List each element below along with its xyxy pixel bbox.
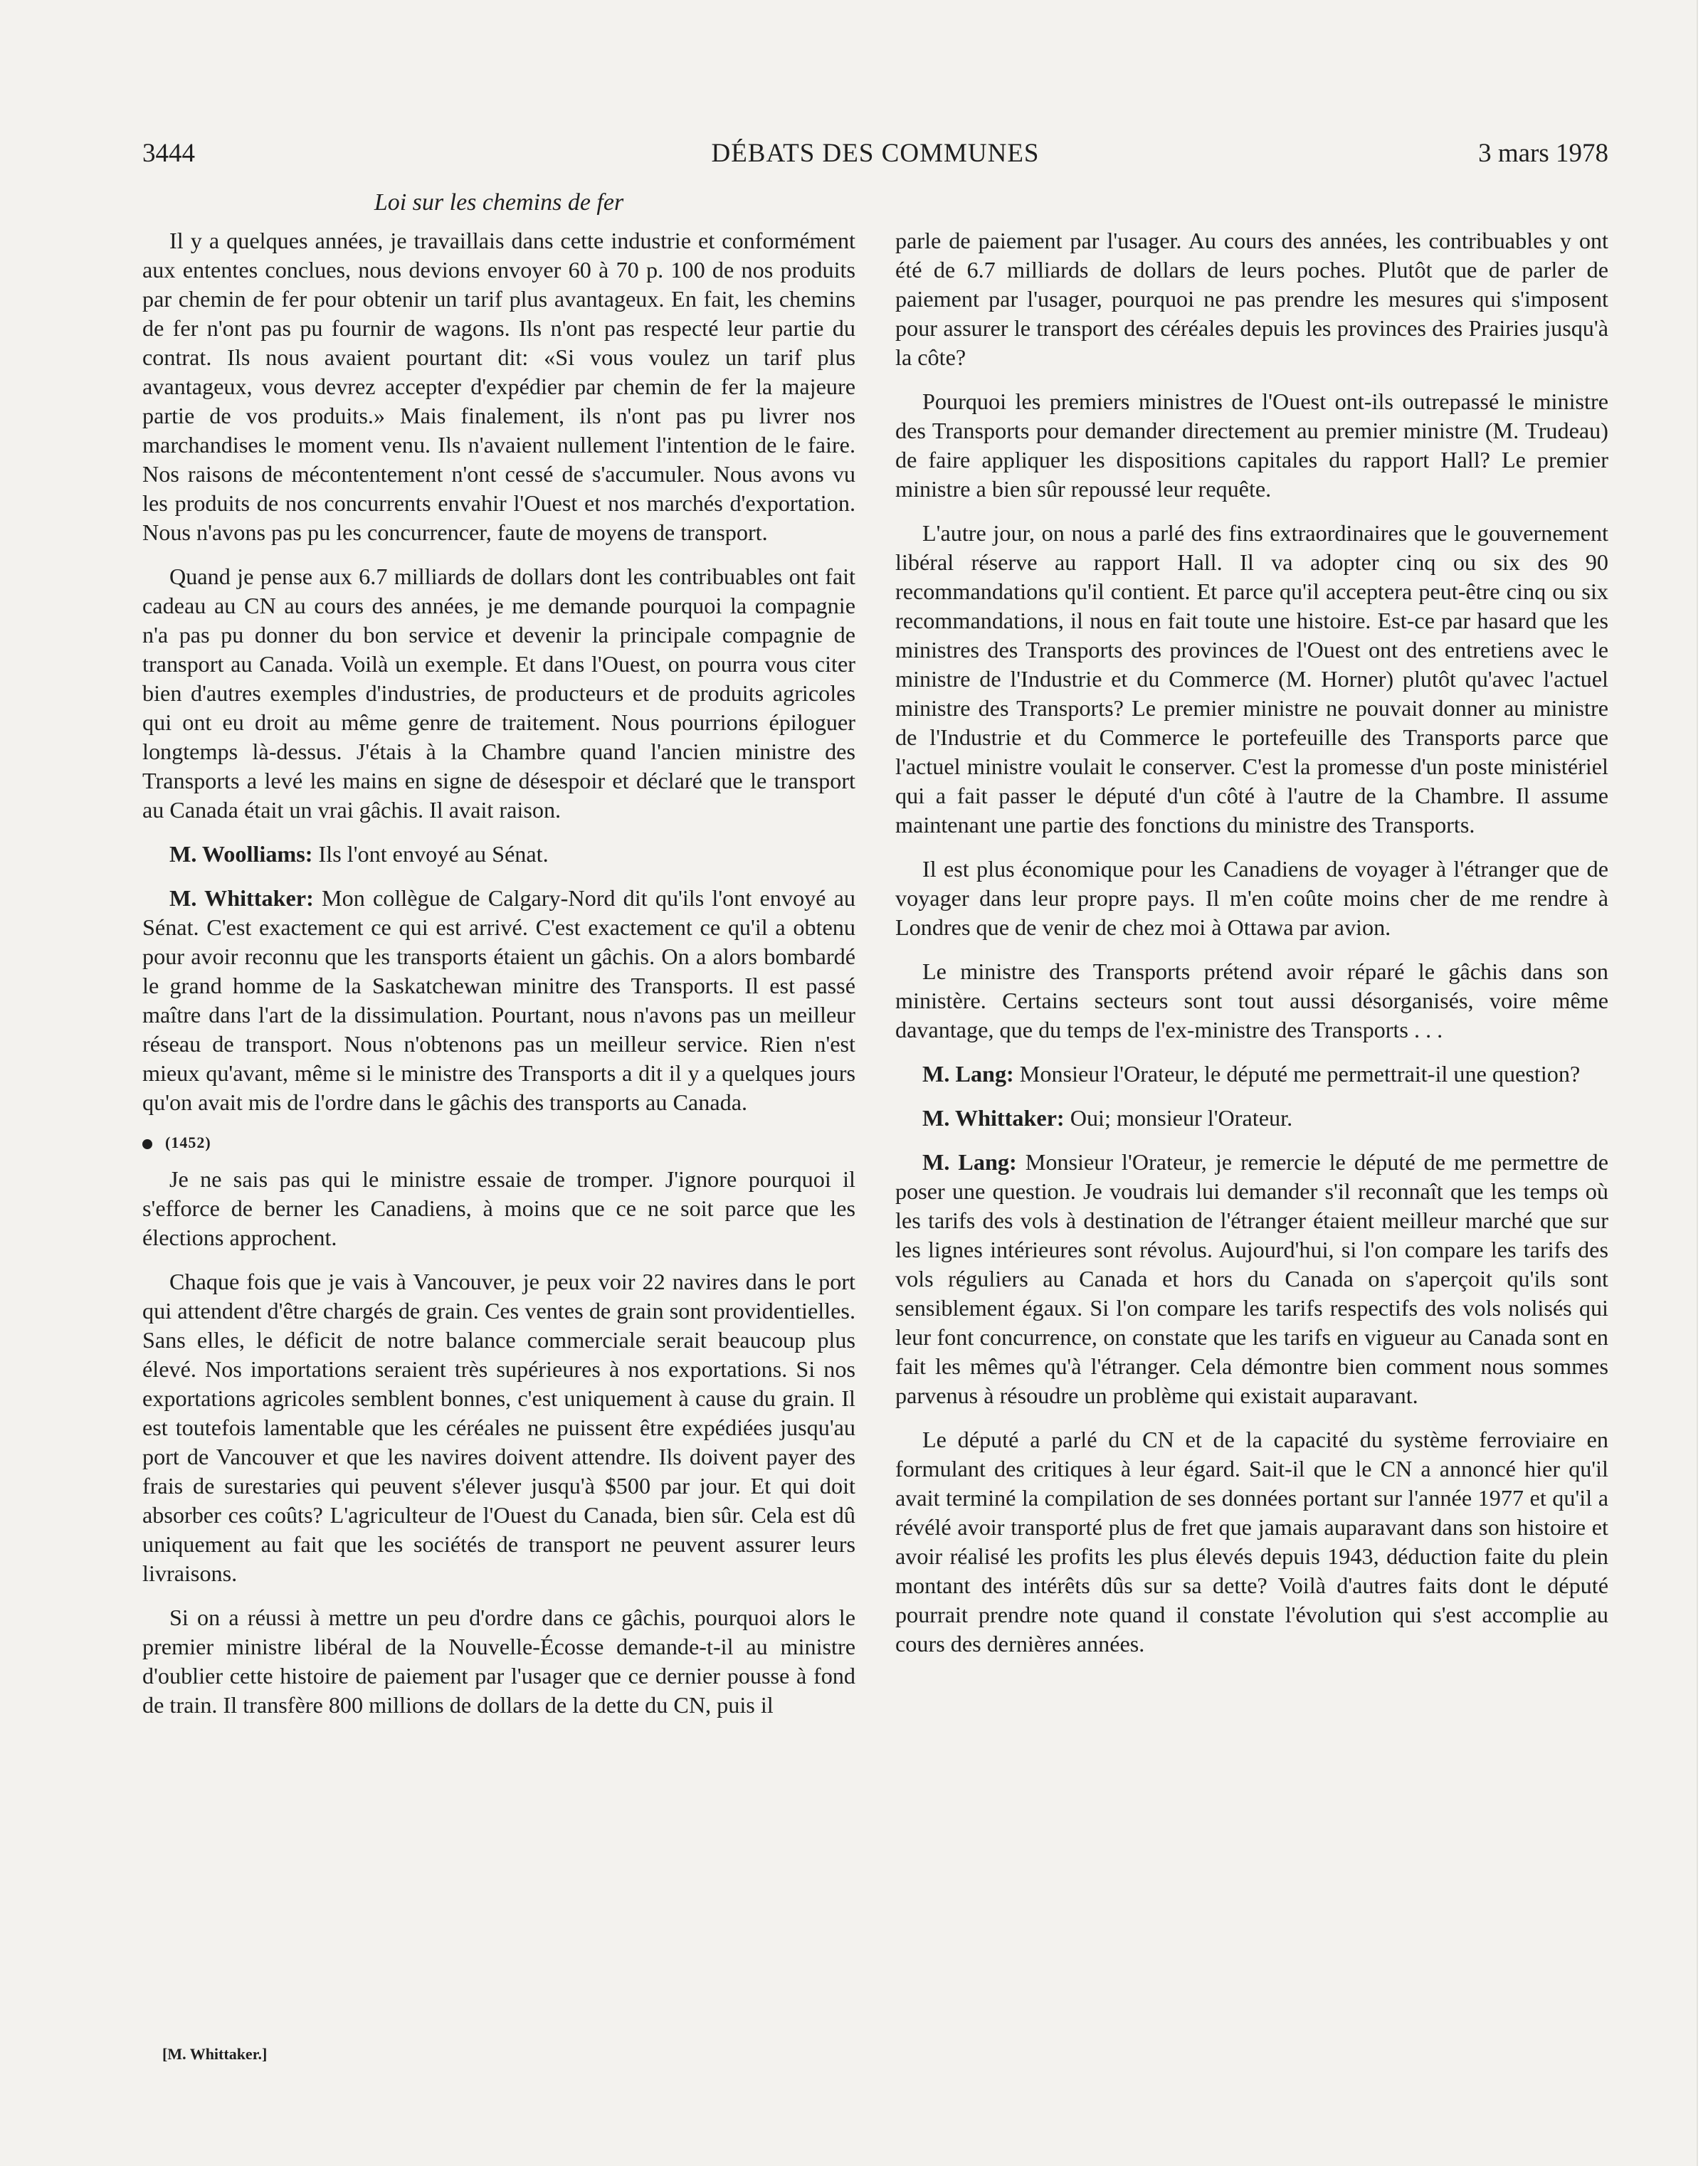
paragraph: Quand je pense aux 6.7 milliards de dollars dont les contribuables ont fait cadeau au CN au cours des années, je me demande pourquoi la compagnie n'a pas pu donner du bon service et devenir la principale compagnie de transport au Canada. Voilà un exemple. Et dans l'Ouest, on pourra vous citer bien d'autres exemples d'industries, de producteurs et de produits agricoles qui ont eu droit au même genre de traitement. Nous pourrions épiloguer longtemps là-dessus. J'étais à la Chambre quand l'ancien ministre des Transports a levé les mains en signe de désespoir et déclaré que le transport au Canada était un vrai gâchis. Il avait raison.: [142, 564, 855, 823]
speaker-name: M. Whittaker:: [169, 885, 314, 911]
speech-text: Oui; monsieur l'Orateur.: [1064, 1105, 1293, 1131]
section-title: Loi sur les chemins de fer: [374, 189, 624, 216]
speech-woolliams: [142, 840, 855, 869]
paragraph: Je ne sais pas qui le ministre essaie de tromper. J'ignore pourquoi il s'efforce de berner les Canadiens, à moins que ce ne soit parce que les élections approchent.: [142, 1166, 855, 1250]
speech-lang: [895, 1148, 1608, 1410]
publication-title: DÉBATS DES COMMUNES: [711, 139, 1040, 168]
left-column: [142, 226, 855, 1735]
speaker-name: M. Woolliams:: [169, 841, 313, 867]
paragraph: Il est plus économique pour les Canadiens de voyager à l'étranger que de voyager dans leur propre pays. Il m'en coûte moins cher de me rendre à Londres que de venir de chez moi à Ottawa par avion.: [895, 856, 1608, 940]
paragraph: Le ministre des Transports prétend avoir réparé le gâchis dans son ministère. Certains secteurs sont tout aussi désorganisés, voire même davantage, que du temps de l'ex-ministre des Transports . . .: [895, 958, 1608, 1042]
page-number: 3444: [142, 139, 195, 168]
timestamp: (1452): [165, 1134, 211, 1151]
speaker-name: M. Lang:: [922, 1149, 1017, 1175]
speech-text: Monsieur l'Orateur, le député me permettrait-il une question?: [1013, 1061, 1581, 1087]
speech-text: Ils l'ont envoyé au Sénat.: [312, 841, 549, 867]
speech-text: Mon collègue de Calgary-Nord dit qu'ils l'ont envoyé au Sénat. C'est exactement ce qui est arrivé. C'est exactement ce qu'il a obtenu pour avoir reconnu que les transports étaient un gâchis. On a alors bombardé le grand homme de la Saskatchewan minitre des Transports. Il est passé maître dans l'art de la dissimulation. Pourtant, nous n'avons pas un meilleur réseau de transport. Nous n'obtenons pas un meilleur service. Rien n'est mieux qu'avant, même si le ministre des Transports a dit il y a quelques jours qu'on avait mis de l'ordre dans le gâchis des transports au Canada.: [142, 885, 855, 1115]
paragraph: Chaque fois que je vais à Vancouver, je peux voir 22 navires dans le port qui attendent d'être chargés de grain. Ces ventes de grain sont providentielles. Sans elles, le déficit de notre balance commerciale serait beaucoup plus élevé. Nos importations seraient très supérieures à nos exportations. Si nos exportations agricoles semblent bonnes, c'est uniquement à cause du grain. Il est toutefois lamentable que les céréales ne puissent être expédiées jusqu'au port de Vancouver et que les navires doivent attendre. Ils doivent payer des frais de surestaries qui peuvent s'élever jusqu'à $500 par jour. Et qui doit absorber ces coûts? L'agriculteur de l'Ouest du Canada, bien sûr. Cela est dû uniquement au fait que les sociétés de transport ne peuvent assurer leurs livraisons.: [142, 1269, 855, 1586]
paragraph: Pourquoi les premiers ministres de l'Ouest ont-ils outrepassé le ministre des Transports pour demander directement au premier ministre (M. Trudeau) de faire appliquer les dispositions capitales du rapport Hall? Le premier ministre a bien sûr repoussé leur requête.: [895, 389, 1608, 502]
speaker-name: M. Lang:: [922, 1061, 1014, 1087]
bullet-icon: [142, 1139, 152, 1149]
paragraph: L'autre jour, on nous a parlé des fins extraordinaires que le gouvernement libéral réserve au rapport Hall. Il va adopter cinq ou six des 90 recommandations qu'il contient. Et parce qu'il acceptera peut-être cinq ou six recommandations, il nous en fait toute une histoire. Est-ce par hasard que les ministres des Transports des provinces de l'Ouest ont des entretiens avec le ministre de l'Industrie et du Commerce (M. Horner) plutôt qu'avec l'actuel ministre des Transports? Le premier ministre ne pouvait donner au ministre de l'Industrie et du Commerce le portefeuille des Transports parce que l'actuel ministre voulait le conserver. C'est la promesse d'un poste ministériel qui a fait passer le député d'un côté à l'autre de la Chambre. Il assume maintenant une partie des fonctions du ministre des Transports.: [895, 520, 1608, 838]
speech-whittaker: [895, 1104, 1608, 1133]
speech-text: Monsieur l'Orateur, je remercie le député de me permettre de poser une question. Je voudrais lui demander s'il reconnaît que les temps où les tarifs des vols à destination de l'étranger étaient meilleur marché que sur les lignes intérieures sont révolus. Aujourd'hui, si l'on compare les tarifs des vols réguliers au Canada et hors du Canada on s'aperçoit qu'ils sont sensiblement égaux. Si l'on compare les tarifs respectifs des vols nolisés qui leur font concurrence, on constate que les tarifs en vigueur au Canada sont en fait les mêmes qu'à l'étranger. Cela démontre bien comment nous sommes parvenus à résoudre un problème qui existait auparavant.: [895, 1149, 1608, 1408]
right-column: [895, 226, 1608, 1674]
paragraph: Il y a quelques années, je travaillais dans cette industrie et conformément aux ententes conclues, nous devions envoyer 60 à 70 p. 100 de nos produits par chemin de fer pour obtenir un tarif plus avantageux. En fait, les chemins de fer n'ont pas pu fournir de wagons. Ils n'ont pas respecté leur partie du contrat. Ils nous avaient pourtant dit: «Si vous voulez un tarif plus avantageux, vous devrez accepter d'expédier par chemin de fer la majeure partie de vos produits.» Mais finalement, ils n'ont pas pu livrer nos marchandises le moment venu. Ils n'avaient nullement l'intention de le faire. Nos raisons de mécontentement n'ont cessé de s'accumuler. Nous avons vu les produits de nos concurrents envahir l'Ouest et nos marchés d'exportation. Nous n'avons pas pu les concurrencer, faute de moyens de transport.: [142, 228, 855, 545]
speech-whittaker: [142, 884, 855, 1117]
paragraph: parle de paiement par l'usager. Au cours des années, les contribuables y ont été de 6.7 milliards de dollars de leurs poches. Plutôt que de parler de paiement par l'usager, pourquoi ne pas prendre les mesures qui s'imposent pour assurer le transport des céréales depuis les provinces des Prairies jusqu'à la côte?: [895, 228, 1608, 370]
paragraph: Le député a parlé du CN et de la capacité du système ferroviaire en formulant des critiques à leur égard. Sait-il que le CN a annoncé hier qu'il avait terminé la compilation de ses données portant sur l'année 1977 et qu'il a révélé avoir transporté plus de fret que jamais auparavant dans son histoire et avoir réalisé les profits les plus élevés depuis 1943, déduction faite du plein montant des intérêts dûs sur sa dette? Voilà d'autres faits dont le député pourrait prendre note quand il constate l'évolution qui s'est accomplie au cours des dernières années.: [895, 1427, 1608, 1657]
page-header: [142, 132, 1608, 175]
publication-date: 3 mars 1978: [1478, 139, 1608, 168]
speaker-name: M. Whittaker:: [922, 1105, 1065, 1131]
speech-lang: [895, 1060, 1608, 1089]
speaker-footer: [M. Whittaker.]: [162, 2045, 268, 2063]
page-edge: [1697, 0, 1708, 2166]
paragraph: Si on a réussi à mettre un peu d'ordre dans ce gâchis, pourquoi alors le premier ministre libéral de la Nouvelle-Écosse demande-t-il au ministre d'oublier cette histoire de paiement par l'usager que ce dernier pousse à fond de train. Il transfère 800 millions de dollars de la dette du CN, puis il: [142, 1605, 855, 1718]
timestamp-marker: [142, 1132, 855, 1153]
